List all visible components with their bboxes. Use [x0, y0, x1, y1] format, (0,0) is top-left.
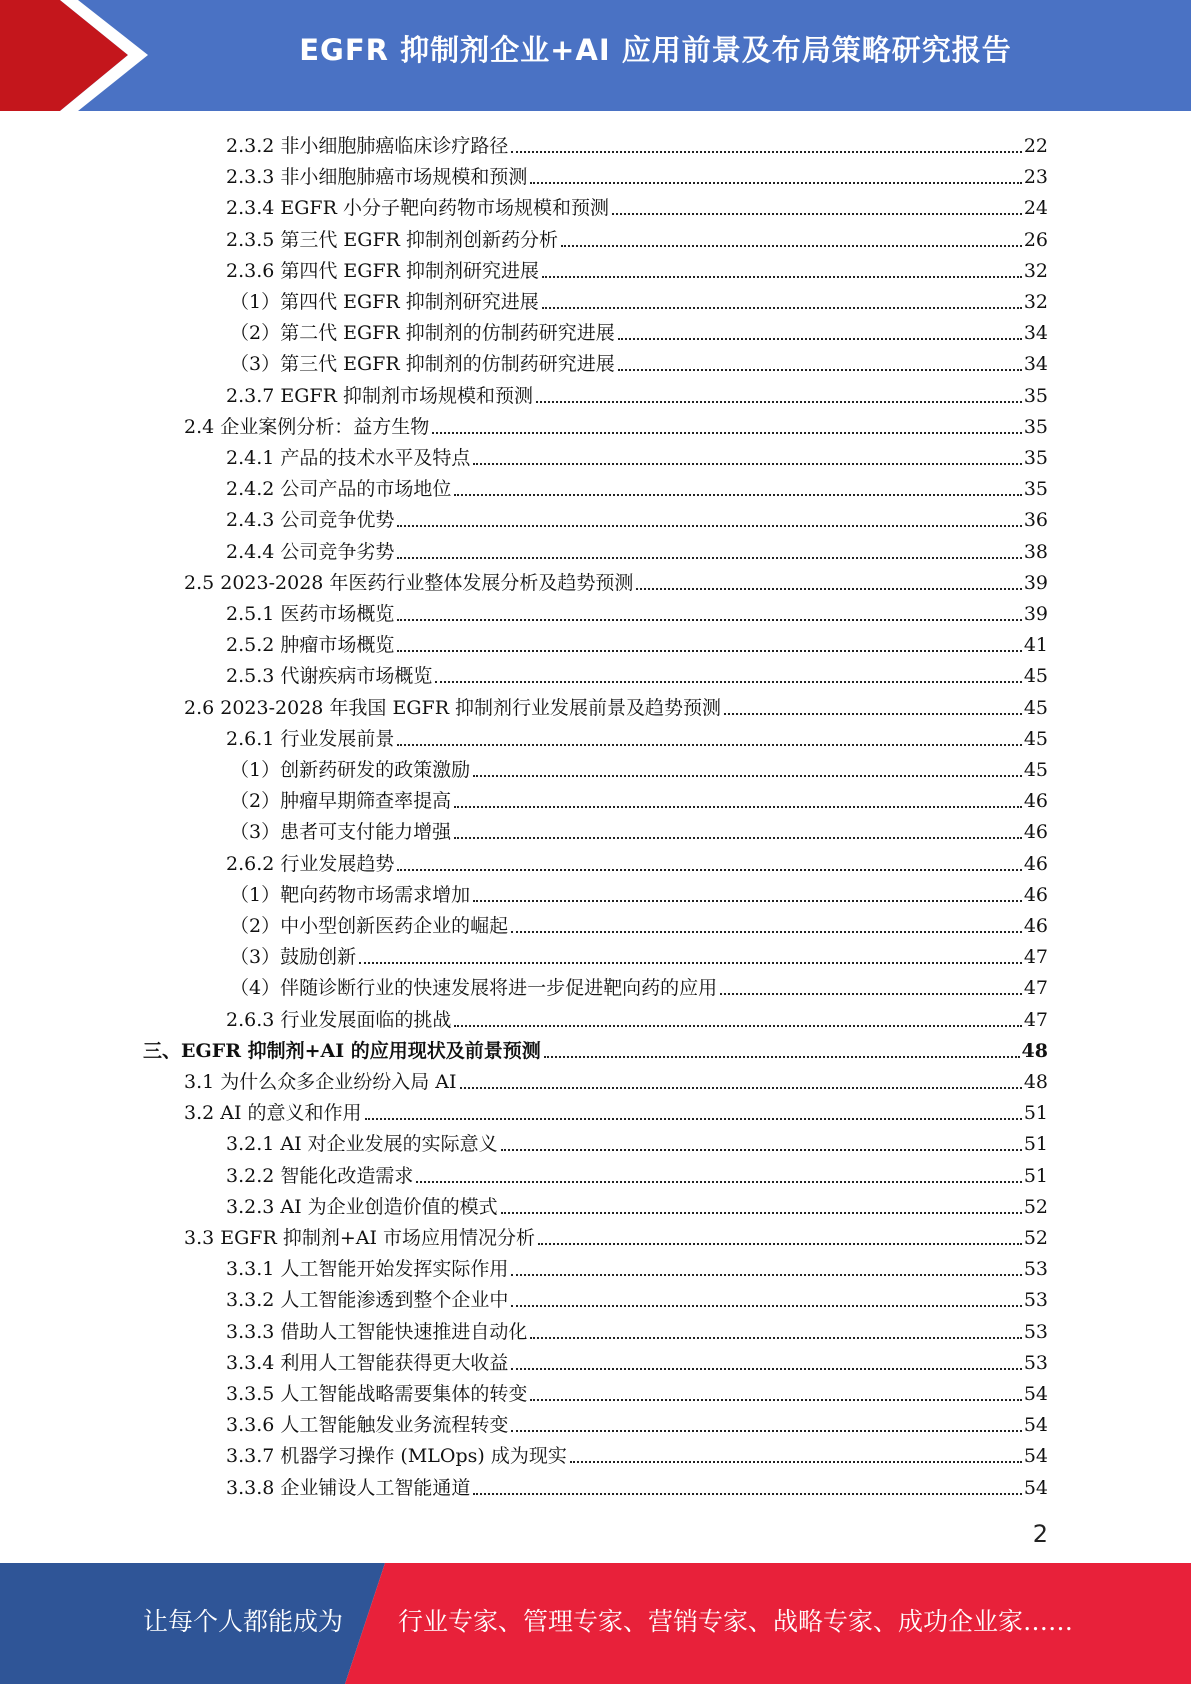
toc-entry-page: 52	[1023, 1195, 1048, 1218]
toc-entry-title: 2.5.2 肿瘤市场概览	[226, 633, 397, 657]
toc-entry[interactable]	[226, 127, 1048, 158]
toc-entry-title: 2.4.1 产品的技术水平及特点	[226, 446, 473, 470]
toc-entry[interactable]	[184, 408, 1048, 439]
toc-entry[interactable]	[230, 969, 1048, 1000]
toc-dot-leader	[561, 245, 1022, 247]
toc-entry[interactable]	[143, 1032, 1048, 1063]
toc-entry-title: （2）肿瘤早期筛查率提高	[230, 789, 454, 813]
toc-entry-page: 23	[1023, 166, 1048, 189]
toc-entry-page: 35	[1023, 447, 1048, 469]
toc-dot-leader	[435, 681, 1021, 683]
header-arrow-decoration	[0, 0, 170, 111]
toc-entry-title: 3.3.7 机器学习操作 (MLOps) 成为现实	[226, 1444, 570, 1468]
toc-entry-title: （2）第二代 EGFR 抑制剂的仿制药研究进展	[230, 321, 618, 345]
toc-entry-page: 53	[1023, 1351, 1048, 1374]
toc-entry[interactable]	[184, 1219, 1048, 1250]
toc-entry-page: 53	[1023, 1320, 1048, 1343]
toc-entry-page: 45	[1023, 727, 1048, 750]
toc-entry-page: 48	[1023, 1071, 1048, 1093]
toc-entry-page: 24	[1023, 197, 1048, 220]
toc-dot-leader	[432, 432, 1022, 434]
toc-entry[interactable]	[226, 1281, 1048, 1312]
toc-entry-page: 36	[1023, 509, 1048, 532]
toc-entry-title: （1）靶向药物市场需求增加	[230, 883, 473, 907]
toc-entry-page: 51	[1023, 1133, 1048, 1156]
toc-entry-title: 3.2.1 AI 对企业发展的实际意义	[226, 1132, 501, 1156]
toc-entry-title: 2.3.4 EGFR 小分子靶向药物市场规模和预测	[226, 196, 612, 220]
toc-dot-leader	[570, 1461, 1022, 1463]
toc-dot-leader	[542, 307, 1022, 309]
toc-entry-title: 2.3.2 非小细胞肺癌临床诊疗路径	[226, 134, 511, 158]
toc-entry-page: 22	[1023, 135, 1048, 157]
toc-dot-leader	[397, 869, 1021, 871]
toc-entry-page: 45	[1023, 696, 1048, 719]
toc-entry-page: 35	[1023, 384, 1048, 407]
toc-entry[interactable]	[184, 689, 1048, 720]
toc-entry[interactable]	[230, 907, 1048, 938]
toc-entry[interactable]	[226, 1250, 1048, 1281]
toc-entry[interactable]	[230, 283, 1048, 314]
toc-entry[interactable]	[226, 657, 1048, 688]
toc-dot-leader	[618, 369, 1022, 371]
toc-entry-page: 51	[1023, 1102, 1048, 1125]
toc-entry[interactable]	[226, 595, 1048, 626]
toc-entry[interactable]	[226, 1157, 1048, 1188]
toc-dot-leader	[397, 525, 1021, 527]
toc-entry-page: 32	[1023, 291, 1048, 313]
toc-entry-title: （3）第三代 EGFR 抑制剂的仿制药研究进展	[230, 352, 618, 376]
toc-entry-title: 3.3.3 借助人工智能快速推进自动化	[226, 1320, 530, 1344]
toc-dot-leader	[454, 494, 1021, 496]
toc-entry-page: 34	[1023, 322, 1048, 345]
toc-entry-title: 三、EGFR 抑制剂+AI 的应用现状及前景预测	[143, 1039, 544, 1063]
toc-entry-page: 45	[1023, 665, 1048, 688]
toc-entry[interactable]	[226, 720, 1048, 751]
toc-dot-leader	[536, 401, 1022, 403]
toc-entry-title: 2.5.1 医药市场概览	[226, 602, 397, 626]
toc-entry[interactable]	[226, 1001, 1048, 1032]
toc-dot-leader	[473, 463, 1021, 465]
toc-entry[interactable]	[230, 751, 1048, 782]
toc-dot-leader	[511, 1305, 1021, 1307]
toc-dot-leader	[454, 1025, 1021, 1027]
toc-entry-title: 2.4.3 公司竞争优势	[226, 508, 397, 532]
toc-entry-page: 54	[1023, 1414, 1048, 1437]
toc-entry[interactable]	[226, 845, 1048, 876]
toc-entry[interactable]	[226, 1437, 1048, 1468]
toc-entry-title: 3.3.1 人工智能开始发挥实际作用	[226, 1257, 511, 1281]
footer-slogan-right: 行业专家、管理专家、营销专家、战略专家、成功企业家……	[398, 1607, 1074, 1636]
toc-entry[interactable]	[226, 533, 1048, 564]
toc-dot-leader	[397, 650, 1021, 652]
toc-dot-leader	[724, 713, 1022, 715]
toc-dot-leader	[397, 619, 1021, 621]
toc-entry-page: 32	[1023, 259, 1048, 282]
toc-entry-title: （1）第四代 EGFR 抑制剂研究进展	[230, 290, 542, 314]
toc-entry-title: 3.3.5 人工智能战略需要集体的转变	[226, 1382, 530, 1406]
footer-slogan-left: 让每个人都能成为	[143, 1607, 344, 1636]
toc-dot-leader	[416, 1181, 1021, 1183]
toc-entry[interactable]	[184, 564, 1048, 595]
toc-dot-leader	[538, 1243, 1022, 1245]
toc-entry-page: 47	[1023, 1008, 1048, 1031]
toc-entry[interactable]	[226, 439, 1048, 470]
toc-entry-title: 2.4 企业案例分析：益方生物	[184, 415, 432, 439]
toc-entry-page: 46	[1023, 915, 1048, 937]
toc-dot-leader	[530, 182, 1021, 184]
toc-dot-leader	[501, 1212, 1022, 1214]
toc-entry[interactable]	[226, 1344, 1048, 1375]
toc-entry-title: 2.6.3 行业发展面临的挑战	[226, 1008, 454, 1032]
toc-entry-page: 48	[1021, 1039, 1048, 1062]
toc-entry[interactable]	[230, 782, 1048, 813]
toc-entry-title: 3.3.8 企业铺设人工智能通道	[226, 1476, 473, 1500]
toc-dot-leader	[460, 1087, 1022, 1089]
toc-entry[interactable]	[226, 501, 1048, 532]
toc-entry[interactable]	[230, 345, 1048, 376]
toc-dot-leader	[636, 588, 1021, 590]
page-number: 2	[1032, 1520, 1048, 1548]
toc-entry[interactable]	[184, 1094, 1048, 1125]
toc-entry[interactable]	[226, 1375, 1048, 1406]
toc-entry[interactable]	[226, 1125, 1048, 1156]
toc-dot-leader	[544, 1056, 1020, 1058]
toc-entry[interactable]	[230, 813, 1048, 844]
toc-entry[interactable]	[226, 377, 1048, 408]
toc-dot-leader	[454, 837, 1022, 839]
toc-dot-leader	[511, 1430, 1021, 1432]
toc-entry-page: 45	[1023, 759, 1048, 781]
toc-entry-page: 38	[1023, 540, 1048, 563]
toc-entry-title: 2.3.5 第三代 EGFR 抑制剂创新药分析	[226, 228, 561, 252]
toc-entry[interactable]	[230, 938, 1048, 969]
toc-entry-page: 47	[1023, 946, 1048, 969]
toc-entry[interactable]	[226, 1188, 1048, 1219]
page-footer	[0, 1563, 1191, 1684]
toc-entry[interactable]	[226, 158, 1048, 189]
toc-entry-title: （4）伴随诊断行业的快速发展将进一步促进靶向药的应用	[230, 976, 720, 1000]
toc-entry-title: 3.2.2 智能化改造需求	[226, 1164, 416, 1188]
toc-dot-leader	[454, 806, 1022, 808]
toc-dot-leader	[720, 993, 1022, 995]
toc-entry-page: 41	[1023, 634, 1048, 657]
toc-entry-page: 46	[1023, 821, 1048, 844]
toc-entry-page: 35	[1023, 415, 1048, 438]
toc-dot-leader	[530, 1337, 1021, 1339]
toc-entry-page: 35	[1023, 478, 1048, 501]
toc-entry[interactable]	[226, 1406, 1048, 1437]
toc-entry[interactable]	[226, 470, 1048, 501]
toc-entry[interactable]	[226, 252, 1048, 283]
toc-dot-leader	[365, 1118, 1022, 1120]
toc-entry-page: 46	[1023, 790, 1048, 813]
toc-dot-leader	[473, 775, 1022, 777]
report-title: EGFR 抑制剂企业+AI 应用前景及布局策略研究报告	[299, 33, 1012, 67]
toc-entry[interactable]	[226, 1469, 1048, 1500]
toc-dot-leader	[501, 1149, 1022, 1151]
toc-entry-title: 3.3 EGFR 抑制剂+AI 市场应用情况分析	[184, 1226, 538, 1250]
page-header	[0, 0, 1191, 111]
toc-entry-page: 34	[1023, 353, 1048, 376]
toc-entry-page: 52	[1023, 1227, 1048, 1249]
toc-entry-page: 46	[1023, 883, 1048, 906]
toc-entry-title: 2.4.2 公司产品的市场地位	[226, 477, 454, 501]
toc-dot-leader	[397, 557, 1021, 559]
toc-entry-title: （2）中小型创新医药企业的崛起	[230, 914, 511, 938]
toc-dot-leader	[473, 1493, 1021, 1495]
toc-entry-title: 3.3.2 人工智能渗透到整个企业中	[226, 1288, 511, 1312]
toc-entry-title: 3.1 为什么众多企业纷纷入局 AI	[184, 1070, 460, 1094]
toc-entry[interactable]	[226, 221, 1048, 252]
toc-entry-title: （3）患者可支付能力增强	[230, 820, 454, 844]
toc-entry-title: 3.2 AI 的意义和作用	[184, 1101, 365, 1125]
toc-entry[interactable]	[184, 1063, 1048, 1094]
toc-dot-leader	[397, 744, 1021, 746]
toc-entry-title: 2.3.6 第四代 EGFR 抑制剂研究进展	[226, 259, 542, 283]
toc-dot-leader	[473, 900, 1022, 902]
toc-entry-title: 2.6.1 行业发展前景	[226, 727, 397, 751]
toc-entry[interactable]	[230, 314, 1048, 345]
toc-dot-leader	[359, 962, 1022, 964]
toc-entry-title: 3.3.4 利用人工智能获得更大收益	[226, 1351, 511, 1375]
toc-entry-title: 2.5 2023-2028 年医药行业整体发展分析及趋势预测	[184, 571, 636, 595]
toc-dot-leader	[542, 276, 1022, 278]
toc-entry-title: 3.3.6 人工智能触发业务流程转变	[226, 1413, 511, 1437]
toc-entry-page: 54	[1023, 1476, 1048, 1499]
toc-dot-leader	[511, 151, 1021, 153]
toc-entry[interactable]	[226, 626, 1048, 657]
toc-dot-leader	[612, 213, 1022, 215]
toc-entry-page: 53	[1023, 1289, 1048, 1312]
toc-entry[interactable]	[226, 189, 1048, 220]
toc-entry-page: 39	[1023, 571, 1048, 594]
toc-entry-title: 2.4.4 公司竞争劣势	[226, 540, 397, 564]
toc-entry-title: 2.6.2 行业发展趋势	[226, 852, 397, 876]
toc-dot-leader	[511, 1274, 1021, 1276]
toc-entry-title: 2.6 2023-2028 年我国 EGFR 抑制剂行业发展前景及趋势预测	[184, 696, 724, 720]
toc-dot-leader	[618, 338, 1022, 340]
toc-dot-leader	[511, 1368, 1021, 1370]
toc-entry-page: 51	[1023, 1164, 1048, 1187]
toc-entry-page: 39	[1023, 603, 1048, 625]
toc-entry-title: 2.5.3 代谢疾病市场概览	[226, 664, 435, 688]
toc-entry[interactable]	[226, 1313, 1048, 1344]
toc-entry-title: 2.3.3 非小细胞肺癌市场规模和预测	[226, 165, 530, 189]
toc-entry-title: （3）鼓励创新	[230, 945, 359, 969]
toc-dot-leader	[511, 931, 1022, 933]
toc-entry-page: 26	[1023, 228, 1048, 251]
toc-entry-title: 3.2.3 AI 为企业创造价值的模式	[226, 1195, 501, 1219]
toc-entry-page: 47	[1023, 977, 1048, 1000]
toc-dot-leader	[530, 1399, 1021, 1401]
toc-entry-page: 54	[1023, 1383, 1048, 1405]
toc-entry-page: 53	[1023, 1258, 1048, 1281]
toc-entry-title: 2.3.7 EGFR 抑制剂市场规模和预测	[226, 384, 536, 408]
toc-entry-title: （1）创新药研发的政策激励	[230, 758, 473, 782]
toc-entry[interactable]	[230, 876, 1048, 907]
toc-entry-page: 54	[1023, 1445, 1048, 1468]
toc-entry-page: 46	[1023, 852, 1048, 875]
